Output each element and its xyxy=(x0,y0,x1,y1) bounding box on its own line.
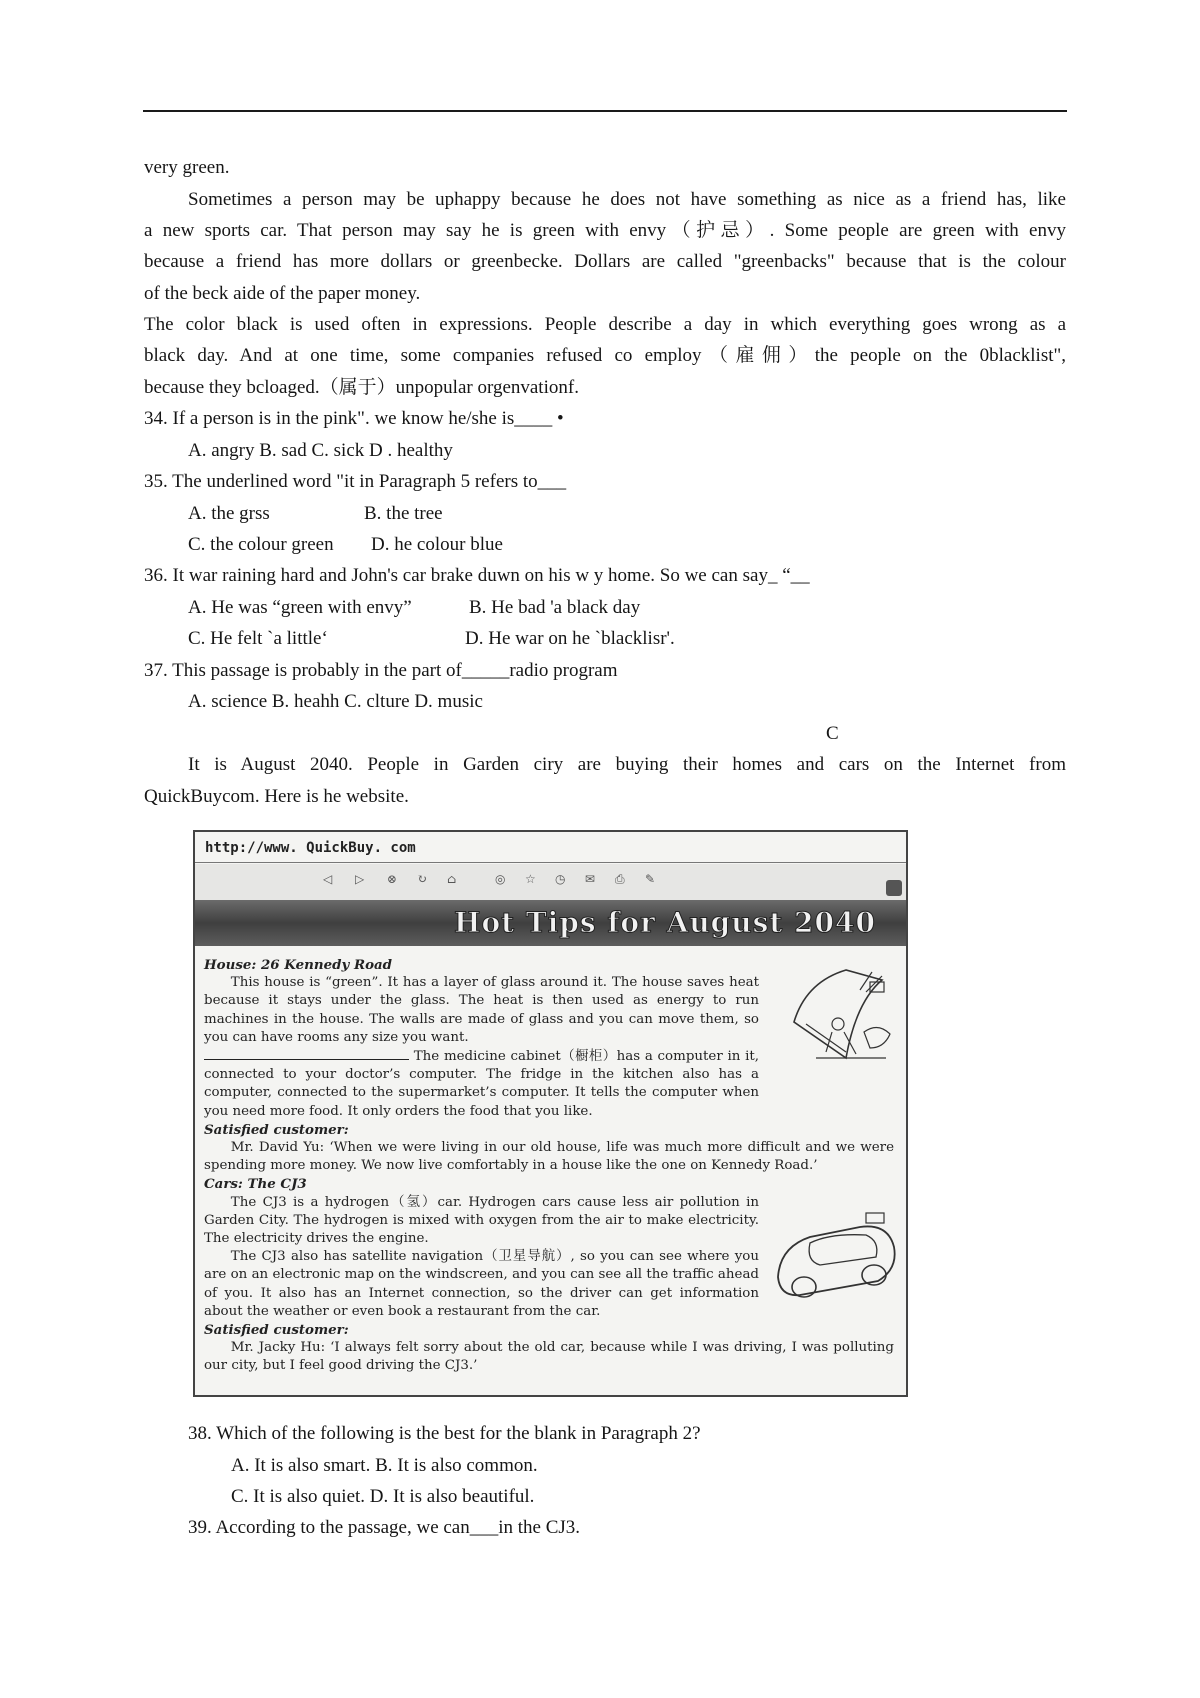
section-c-intro-line: It is August 2040. People in Garden ciry are buying their homes and cars on the Internet from xyxy=(188,754,1066,775)
search-icon: ◎ xyxy=(495,872,506,886)
passage-line: Sometimes a person may be uphappy because he does not have something as nice as a friend has, like xyxy=(188,189,1066,210)
edit-icon: ✎ xyxy=(645,872,656,886)
house-paragraph-2 xyxy=(204,1047,759,1121)
question-36-option-a: A. He was “green with envy” xyxy=(188,597,412,618)
history-icon: ◷ xyxy=(555,872,566,886)
url-divider xyxy=(195,862,906,863)
section-c-intro-line: QuickBuycom. Here is he website. xyxy=(144,786,409,807)
section-c-label: C xyxy=(826,723,839,744)
question-36-option-c: C. He felt `a little‘ xyxy=(188,628,328,649)
house-paragraph-1: This house is “green”. It has a layer of glass around it. The house saves heat because it stays under the glass. The heat is then used as energy to run machines in the house. The walls are made of glass and you can move them, so you can have rooms any size you want. xyxy=(204,975,759,1045)
question-38-options-cd: C. It is also quiet. D. It is also beautiful. xyxy=(231,1486,535,1507)
stop-icon: ⊗ xyxy=(387,872,398,886)
website-url: http://www. QuickBuy. com xyxy=(205,840,416,856)
passage-line: because they bcloaged.（属于）unpopular orgenvationf. xyxy=(144,377,579,398)
browser-logo-icon xyxy=(886,880,902,896)
cars-paragraph-1: The CJ3 is a hydrogen（氢）car. Hydrogen cars cause less air pollution in Garden City. The hydrogen is mixed with oxygen from the air to make electricity. The electricity drives the engine. xyxy=(204,1194,759,1247)
passage-line: very green. xyxy=(144,157,230,178)
satisfied-customer-quote-2: Mr. Jacky Hu: ‘I always felt sorry about the old car, because while I was driving, I was polluting our city, but I feel good driving the CJ3.’ xyxy=(204,1340,894,1374)
question-36-stem: 36. It war raining hard and John's car brake duwn on his w y home. So we can say_ “__ xyxy=(144,565,810,586)
question-35-option-c: C. the colour green xyxy=(188,534,334,555)
question-35-stem: 35. The underlined word "it in Paragraph 5 refers to___ xyxy=(144,471,567,492)
cars-paragraph-2: The CJ3 also has satellite navigation（卫星导航）, so you can see where you are on an electronic map on the windscreen, and you can see all the traffic ahead of you. It also has an Internet connection, so the driver can get information about the weather or even book a restaurant from the car. xyxy=(204,1249,759,1319)
cars-heading: Cars: The CJ3 xyxy=(204,1176,307,1193)
back-icon: ◁ xyxy=(323,872,333,886)
refresh-icon: ↻ xyxy=(417,872,428,886)
question-37-options: A. science B. heahh C. clture D. music xyxy=(188,691,483,712)
question-36-option-d: D. He war on he `blacklisr'. xyxy=(465,628,675,649)
question-39-stem: 39. According to the passage, we can___in the CJ3. xyxy=(188,1517,581,1538)
satisfied-customer-heading-1: Satisfied customer: xyxy=(204,1121,349,1138)
question-38-stem: 38. Which of the following is the best for the blank in Paragraph 2? xyxy=(188,1423,701,1444)
passage-line: a new sports car. That person may say he is green with envy（护忌）. Some people are green with envy xyxy=(144,220,1066,241)
header-rule xyxy=(143,110,1067,112)
mail-icon: ✉ xyxy=(585,872,596,886)
house-paragraph-2-text: The medicine cabinet（橱柜）has a computer in it, connected to your doctor’s computer. The fridge in the kitchen also has a computer, connected to the supermarket’s computer. It tells the computer when you need more food. It only orders the food that you like. xyxy=(204,1049,759,1119)
passage-line: of the beck aide of the paper money. xyxy=(144,283,421,304)
website-screenshot xyxy=(193,830,908,1397)
favorites-icon: ☆ xyxy=(525,872,536,886)
banner-title: Hot Tips for August 2040 xyxy=(454,906,876,939)
browser-toolbar xyxy=(195,864,906,901)
question-35-option-a: A. the grss xyxy=(188,503,270,524)
question-34-stem: 34. If a person is in the pink". we know he/she is____ • xyxy=(144,408,564,429)
passage-line: The color black is used often in expressions. People describe a day in which everything goes wrong as a xyxy=(144,314,1066,335)
print-icon: ⎙ xyxy=(615,872,625,886)
forward-icon: ▷ xyxy=(355,872,365,886)
question-36-option-b: B. He bad 'a black day xyxy=(469,597,641,618)
question-35-option-d: D. he colour blue xyxy=(371,534,503,555)
satisfied-customer-quote-1: Mr. David Yu: ‘When we were living in our old house, life was much more difficult and we were spending more money. We now live comfortably in a house like the one on Kennedy Road.’ xyxy=(204,1140,894,1174)
house-heading: House: 26 Kennedy Road xyxy=(204,957,393,973)
website-banner xyxy=(195,900,906,946)
website-body xyxy=(204,956,894,1376)
question-38-options-ab: A. It is also smart. B. It is also common. xyxy=(231,1455,538,1476)
answer-blank xyxy=(204,1047,409,1060)
satisfied-customer-heading-2: Satisfied customer: xyxy=(204,1322,349,1339)
passage-line: because a friend has more dollars or greenbecke. Dollars are called "greenbacks" because that is the colour xyxy=(144,251,1066,272)
question-35-option-b: B. the tree xyxy=(364,503,443,524)
question-34-options: A. angry B. sad C. sick D . healthy xyxy=(188,440,453,461)
passage-line: black day. And at one time, some companies refused co employ（雇佣）the people on the 0blacklist", xyxy=(144,345,1066,366)
question-37-stem: 37. This passage is probably in the part of_____radio program xyxy=(144,660,618,681)
home-icon: ⌂ xyxy=(447,872,457,886)
